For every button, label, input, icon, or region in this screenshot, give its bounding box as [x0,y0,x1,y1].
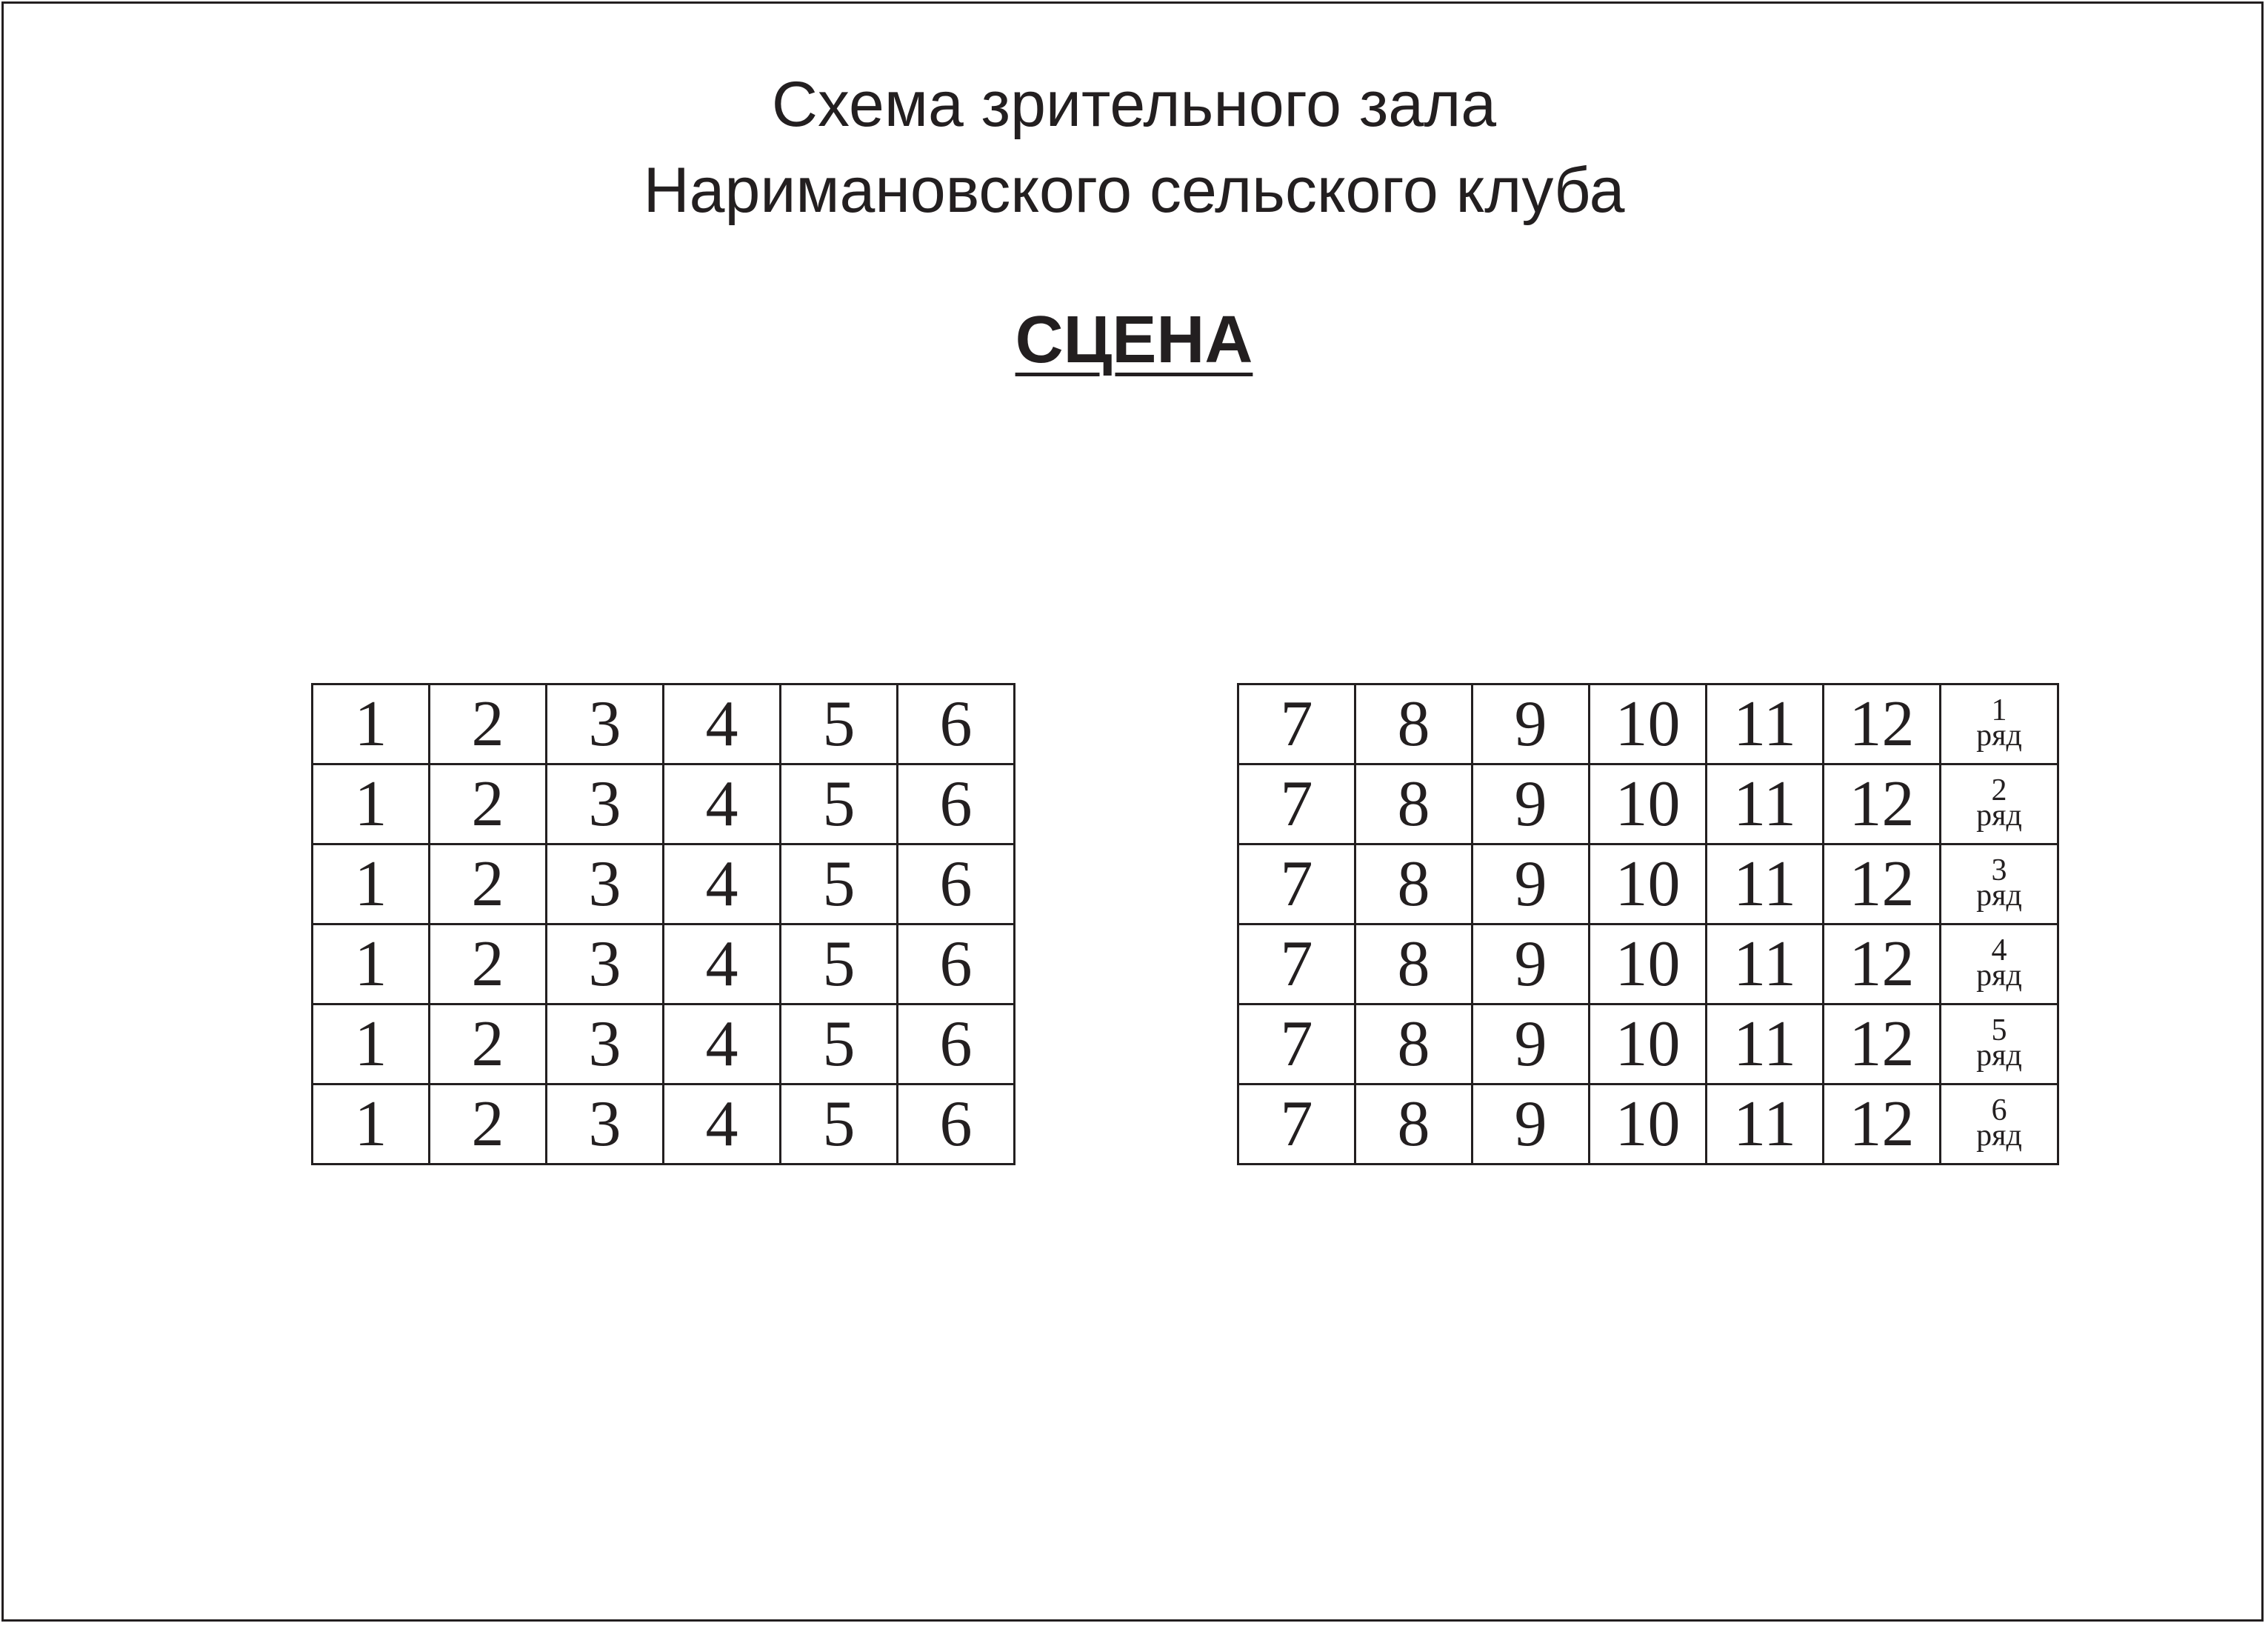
row-word: ряд [1976,878,2022,913]
seat[interactable]: 4 [664,764,781,844]
row-label [1976,1093,2022,1153]
seat[interactable]: 9 [1472,684,1590,764]
seat-row-left [313,684,1015,764]
seat[interactable]: 10 [1590,924,1707,1004]
seat[interactable]: 10 [1590,1084,1707,1164]
seat[interactable]: 7 [1238,924,1355,1004]
row-label-cell [1941,764,2058,844]
seat[interactable]: 8 [1355,684,1472,764]
seat[interactable]: 4 [664,924,781,1004]
seat[interactable]: 2 [430,1004,547,1084]
stage-label [0,303,2268,377]
row-label [1976,773,2022,833]
seat[interactable]: 2 [430,684,547,764]
seat[interactable]: 5 [781,1004,898,1084]
seat[interactable]: 3 [547,764,664,844]
seat-row-left [313,1084,1015,1164]
seat[interactable]: 2 [430,844,547,924]
seat[interactable]: 1 [313,1084,430,1164]
row-word: ряд [1976,718,2022,753]
row-label [1976,693,2022,753]
seat[interactable]: 12 [1824,684,1941,764]
seat[interactable]: 1 [313,764,430,844]
seat[interactable]: 12 [1824,1004,1941,1084]
seat[interactable]: 5 [781,684,898,764]
seat[interactable]: 6 [898,684,1015,764]
seat[interactable]: 4 [664,844,781,924]
seat[interactable]: 4 [664,684,781,764]
seat[interactable]: 2 [430,764,547,844]
seat-row-left [313,764,1015,844]
row-word: ряд [1976,798,2022,833]
seat-row-left [313,924,1015,1004]
seat[interactable]: 1 [313,684,430,764]
seat-row-right [1238,1084,2058,1164]
seat[interactable]: 3 [547,844,664,924]
seat[interactable]: 10 [1590,684,1707,764]
row-label-cell [1941,1084,2058,1164]
seat[interactable]: 10 [1590,764,1707,844]
seat[interactable]: 6 [898,1084,1015,1164]
row-label-cell [1941,844,2058,924]
seat[interactable]: 5 [781,844,898,924]
seat[interactable]: 7 [1238,1004,1355,1084]
seat[interactable]: 4 [664,1084,781,1164]
seat[interactable]: 11 [1707,844,1824,924]
seat[interactable]: 9 [1472,844,1590,924]
seat[interactable]: 7 [1238,1084,1355,1164]
seat[interactable]: 2 [430,924,547,1004]
seat[interactable]: 6 [898,1004,1015,1084]
seat[interactable]: 3 [547,1084,664,1164]
page-title-line-2: Наримановского сельского клуба [643,155,1625,226]
seat[interactable]: 7 [1238,684,1355,764]
seat[interactable]: 2 [430,1084,547,1164]
row-word: ряд [1976,1118,2022,1153]
seat[interactable]: 12 [1824,1084,1941,1164]
seat-row-right [1238,764,2058,844]
row-label [1976,1013,2022,1073]
seat[interactable]: 5 [781,764,898,844]
row-number: 5 [1991,1013,2007,1047]
seat-row-right [1238,844,2058,924]
seat[interactable]: 12 [1824,764,1941,844]
seat[interactable]: 8 [1355,1084,1472,1164]
seat[interactable]: 8 [1355,1004,1472,1084]
row-number: 3 [1991,853,2007,887]
row-label-cell [1941,924,2058,1004]
seat[interactable]: 6 [898,924,1015,1004]
seat[interactable]: 9 [1472,924,1590,1004]
seat-row-right [1238,924,2058,1004]
seat[interactable]: 12 [1824,924,1941,1004]
seat[interactable]: 9 [1472,1084,1590,1164]
seat-row-right [1238,684,2058,764]
seat[interactable]: 10 [1590,844,1707,924]
seat[interactable]: 1 [313,844,430,924]
seat[interactable]: 1 [313,924,430,1004]
seat[interactable]: 8 [1355,764,1472,844]
seat-row-left [313,1004,1015,1084]
row-word: ряд [1976,958,2022,993]
seat[interactable]: 5 [781,1084,898,1164]
seat-block-left [311,683,1015,1165]
seat[interactable]: 8 [1355,844,1472,924]
seat[interactable]: 4 [664,1004,781,1084]
seat[interactable]: 3 [547,924,664,1004]
seat[interactable]: 11 [1707,924,1824,1004]
row-number: 4 [1991,933,2007,967]
seat-block-right [1237,683,2059,1165]
row-label-cell [1941,684,2058,764]
seat-row-right [1238,1004,2058,1084]
seat[interactable]: 11 [1707,764,1824,844]
seat[interactable]: 9 [1472,764,1590,844]
seat[interactable]: 11 [1707,684,1824,764]
row-number: 6 [1991,1093,2007,1127]
seat[interactable]: 7 [1238,764,1355,844]
row-label-cell [1941,1004,2058,1084]
seat[interactable]: 7 [1238,844,1355,924]
seat[interactable]: 5 [781,924,898,1004]
seat[interactable]: 12 [1824,844,1941,924]
seat[interactable]: 9 [1472,1004,1590,1084]
seat[interactable]: 1 [313,1004,430,1084]
seat-row-left [313,844,1015,924]
seat[interactable]: 6 [898,844,1015,924]
row-label [1976,853,2022,913]
seat[interactable]: 3 [547,684,664,764]
seat[interactable]: 11 [1707,1084,1824,1164]
row-word: ряд [1976,1038,2022,1073]
row-number: 2 [1991,773,2007,807]
stage-label-text: СЦЕНА [1015,303,1253,377]
seat[interactable]: 6 [898,764,1015,844]
page-title-line-1: Схема зрительного зала [771,69,1497,140]
row-number: 1 [1991,693,2007,727]
row-label [1976,933,2022,993]
seat[interactable]: 11 [1707,1004,1824,1084]
seat[interactable]: 8 [1355,924,1472,1004]
seat[interactable]: 10 [1590,1004,1707,1084]
seat[interactable]: 3 [547,1004,664,1084]
